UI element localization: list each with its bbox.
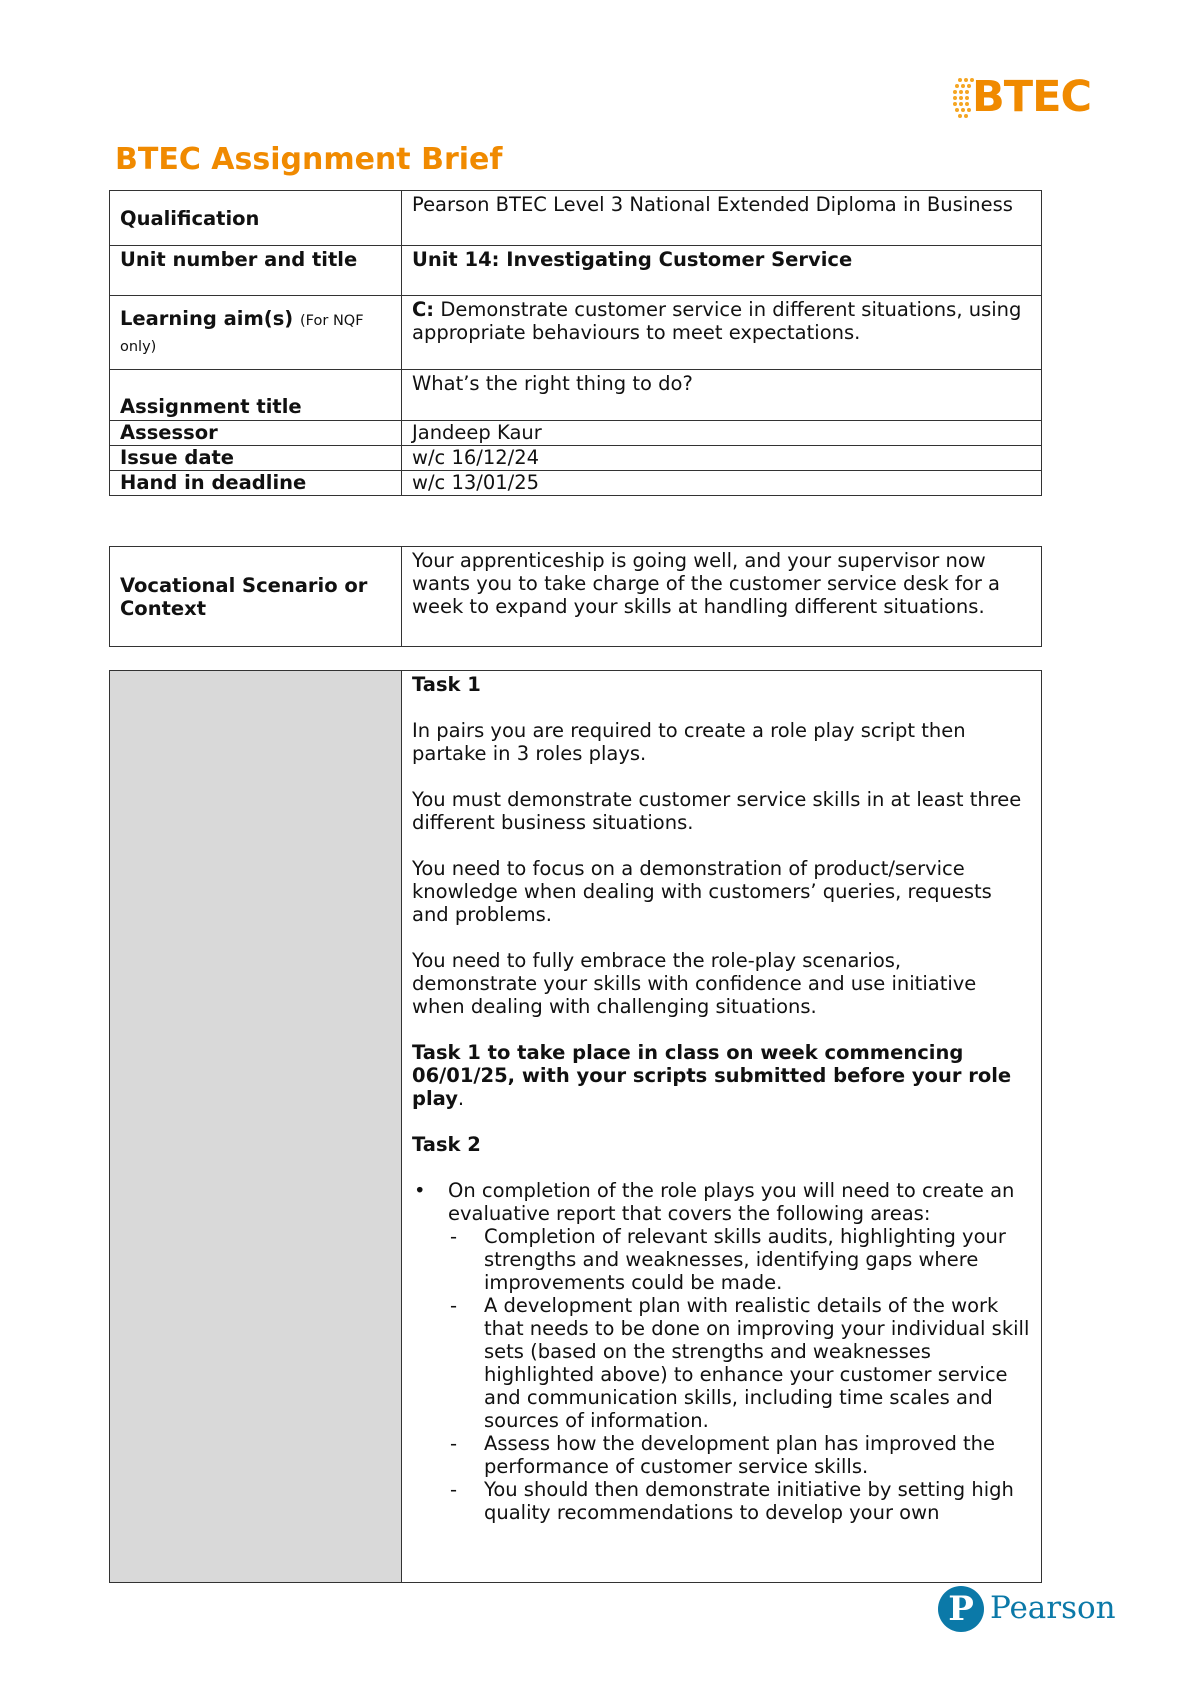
table-row bbox=[110, 671, 1042, 1583]
tasks-content bbox=[402, 671, 1042, 1583]
learning-aims-label bbox=[110, 296, 402, 370]
scenario-table bbox=[109, 546, 1042, 647]
deadline-value: w/c 13/01/25 bbox=[402, 471, 1042, 496]
issue-date-label: Issue date bbox=[110, 446, 402, 471]
qualification-value: Pearson BTEC Level 3 National Extended Diploma in Business bbox=[402, 191, 1042, 246]
list-item: • On completion of the role plays you will need to create an evaluative report that covers the following areas: bbox=[412, 1179, 1031, 1225]
assignment-title-value: What’s the right thing to do? bbox=[402, 370, 1042, 421]
learning-aims-label-text: Learning aim(s) bbox=[120, 306, 294, 330]
learning-aims-prefix: C: bbox=[412, 298, 435, 321]
btec-logo-text: BTEC bbox=[972, 72, 1092, 122]
table-row bbox=[110, 246, 1042, 296]
list-item: - A development plan with realistic details of the work that needs to be done on improving your individual skill sets (based on the strengths and weaknesses highlighted above) to enhance your customer service and communication skills, including time scales and sources of information. bbox=[412, 1294, 1031, 1432]
learning-aims-note: (For NQF only) bbox=[120, 312, 364, 355]
task1-deadline-text: Task 1 to take place in class on week commencing 06/01/25, with your scripts submitted before your role play bbox=[412, 1041, 1012, 1110]
task1-paragraph: In pairs you are required to create a role play script then partake in 3 roles plays. bbox=[412, 719, 966, 765]
learning-aims-text: Demonstrate customer service in different situations, using appropriate behaviours to meet expectations. bbox=[412, 298, 1022, 344]
table-row bbox=[110, 471, 1042, 496]
task2-heading: Task 2 bbox=[412, 1133, 481, 1156]
table-row bbox=[110, 421, 1042, 446]
table-row bbox=[110, 191, 1042, 246]
table-row bbox=[110, 446, 1042, 471]
task1-deadline-end: . bbox=[457, 1087, 465, 1110]
unit-value: Unit 14: Investigating Customer Service bbox=[402, 246, 1042, 296]
tasks-table bbox=[109, 670, 1042, 1583]
list-item: - Assess how the development plan has improved the performance of customer service skills. bbox=[412, 1432, 1031, 1478]
task1-paragraph: You need to fully embrace the role-play scenarios, demonstrate your skills with confidence and use initiative when dealing with challenging situations. bbox=[412, 949, 977, 1018]
brief-details-table bbox=[109, 190, 1042, 496]
table-row bbox=[110, 370, 1042, 421]
assignment-title-label: Assignment title bbox=[110, 370, 402, 421]
issue-date-value: w/c 16/12/24 bbox=[402, 446, 1042, 471]
deadline-label: Hand in deadline bbox=[110, 471, 402, 496]
scenario-label: Vocational Scenario or Context bbox=[110, 547, 402, 647]
assessor-label: Assessor bbox=[110, 421, 402, 446]
list-item: - Completion of relevant skills audits, highlighting your strengths and weaknesses, identifying gaps where improvements could be made. bbox=[412, 1225, 1031, 1294]
task1-deadline bbox=[412, 1041, 1031, 1110]
scenario-text: Your apprenticeship is going well, and your supervisor now wants you to take charge of the customer service desk for a week to expand your skills at handling different situations. bbox=[402, 547, 1042, 647]
pearson-circle-icon: P bbox=[938, 1586, 984, 1632]
learning-aims-value bbox=[402, 296, 1042, 370]
qualification-label: Qualification bbox=[110, 191, 402, 246]
tasks-label-cell bbox=[110, 671, 402, 1583]
task1-heading: Task 1 bbox=[412, 673, 481, 696]
task1-paragraph: You need to focus on a demonstration of product/service knowledge when dealing with customers’ queries, requests and problems. bbox=[412, 857, 992, 926]
table-row bbox=[110, 547, 1042, 647]
list-item: - You should then demonstrate initiative by setting high quality recommendations to develop your own bbox=[412, 1478, 1031, 1524]
unit-label: Unit number and title bbox=[110, 246, 402, 296]
table-row bbox=[110, 296, 1042, 370]
task2-list bbox=[412, 1179, 1031, 1524]
page-title: BTEC Assignment Brief bbox=[115, 142, 503, 177]
task1-paragraph: You must demonstrate customer service skills in at least three different business situations. bbox=[412, 788, 1022, 834]
assessor-value: Jandeep Kaur bbox=[402, 421, 1042, 446]
pearson-logo-text: Pearson bbox=[990, 1590, 1116, 1626]
